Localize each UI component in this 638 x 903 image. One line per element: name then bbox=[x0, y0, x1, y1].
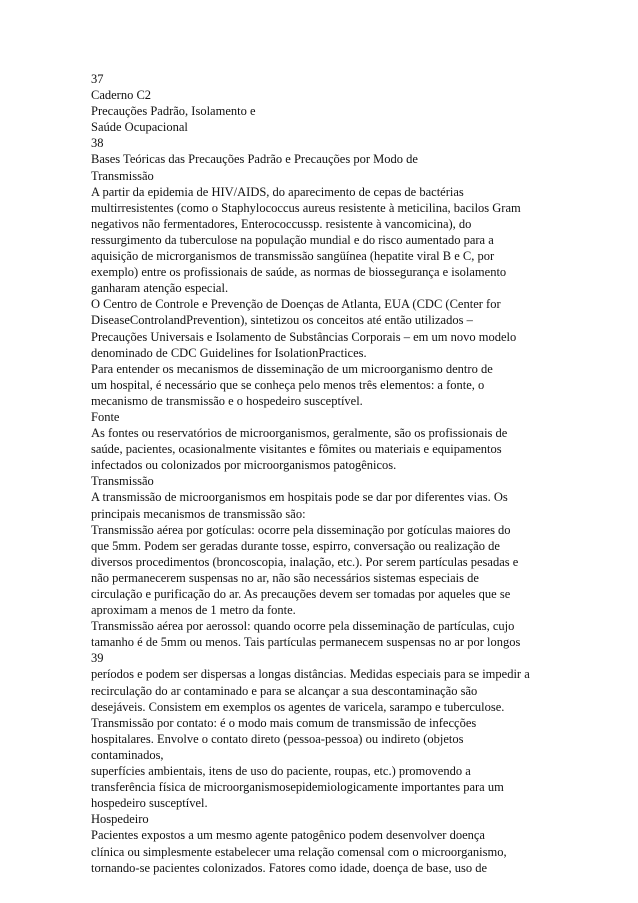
text-line: que 5mm. Podem ser geradas durante tosse, espirro, conversação ou realização de bbox=[91, 538, 500, 553]
text-line: 39 bbox=[91, 651, 104, 666]
text-line: saúde, pacientes, ocasionalmente visitantes e fômites ou materiais e equipamentos bbox=[91, 442, 502, 457]
text-line: Fonte bbox=[91, 409, 120, 424]
text-line: Transmissão por contato: é o modo mais comum de transmissão de infecções bbox=[91, 715, 477, 730]
text-line: desejáveis. Consistem em exemplos os agentes de varicela, sarampo e tuberculose. bbox=[91, 699, 505, 714]
text-line: multirresistentes (como o Staphylococcus aureus resistente à meticilina, bacilos Gram bbox=[91, 200, 521, 215]
text-line: tornando-se pacientes colonizados. Fatores como idade, doença de base, uso de bbox=[91, 860, 488, 875]
text-line: denominado de CDC Guidelines for IsolationPractices. bbox=[91, 345, 367, 360]
text-line: Transmissão bbox=[91, 474, 154, 489]
text-line: principais mecanismos de transmissão são: bbox=[91, 506, 306, 521]
text-line: aproximam a menos de 1 metro da fonte. bbox=[91, 603, 296, 618]
text-line: Pacientes expostos a um mesmo agente patogênico podem desenvolver doença bbox=[91, 828, 485, 843]
text-line: Bases Teóricas das Precauções Padrão e Precauções por Modo de bbox=[91, 152, 418, 167]
text-line: períodos e podem ser dispersas a longas distâncias. Medidas especiais para se impedir a bbox=[91, 667, 530, 682]
text-line: O Centro de Controle e Prevenção de Doenças de Atlanta, EUA (CDC (Center for bbox=[91, 297, 501, 312]
text-line: Transmissão bbox=[91, 168, 154, 183]
text-line: Transmissão aérea por gotículas: ocorre pela disseminação por gotículas maiores do bbox=[91, 522, 511, 537]
text-line: DiseaseControlandPrevention), sintetizou os conceitos até então utilizados – bbox=[91, 313, 473, 328]
text-line: Saúde Ocupacional bbox=[91, 120, 188, 135]
document-page bbox=[91, 71, 601, 876]
text-line: transferência física de microorganismosepidemiologicamente importantes para um bbox=[91, 780, 504, 795]
text-line: Precauções Universais e Isolamento de Substâncias Corporais – em um novo modelo bbox=[91, 329, 517, 344]
text-line: ganharam atenção especial. bbox=[91, 281, 229, 296]
text-line: Transmissão aérea por aerossol: quando ocorre pela disseminação de partículas, cujo bbox=[91, 619, 515, 634]
text-line: superfícies ambientais, itens de uso do paciente, roupas, etc.) promovendo a bbox=[91, 764, 471, 779]
text-line: tamanho é de 5mm ou menos. Tais partículas permanecem suspensas no ar por longos bbox=[91, 635, 521, 650]
text-line: negativos não fermentadores, Enterococcussp. resistente à vancomicina), do bbox=[91, 216, 472, 231]
text-line: clínica ou simplesmente estabelecer uma relação comensal com o microorganismo, bbox=[91, 844, 507, 859]
text-line: um hospital, é necessário que se conheça pelo menos três elementos: a fonte, o bbox=[91, 377, 485, 392]
text-line: infectados ou colonizados por microorganismos patogênicos. bbox=[91, 458, 397, 473]
text-line: As fontes ou reservatórios de microorganismos, geralmente, são os profissionais de bbox=[91, 426, 508, 441]
text-line: Para entender os mecanismos de disseminação de um microorganismo dentro de bbox=[91, 361, 493, 376]
text-line: Caderno C2 bbox=[91, 88, 152, 103]
text-line: hospitalares. Envolve o contato direto (pessoa-pessoa) ou indireto (objetos bbox=[91, 731, 464, 746]
text-line: diversos procedimentos (broncoscopia, inalação, etc.). Por serem partículas pesadas e bbox=[91, 554, 519, 569]
text-line: 38 bbox=[91, 136, 104, 151]
text-line: recirculação do ar contaminado e para se alcançar a sua descontaminação são bbox=[91, 683, 478, 698]
text-line: Hospedeiro bbox=[91, 812, 149, 827]
text-line: mecanismo de transmissão e o hospedeiro susceptível. bbox=[91, 393, 363, 408]
text-line: aquisição de microrganismos de transmissão sangüínea (hepatite viral B e C, por bbox=[91, 249, 495, 264]
text-line: ressurgimento da tuberculose na população mundial e do risco aumentado para a bbox=[91, 232, 494, 247]
text-line: A partir da epidemia de HIV/AIDS, do aparecimento de cepas de bactérias bbox=[91, 184, 464, 199]
text-line: A transmissão de microorganismos em hospitais pode se dar por diferentes vias. Os bbox=[91, 490, 508, 505]
text-line: contaminados, bbox=[91, 747, 164, 762]
text-line: Precauções Padrão, Isolamento e bbox=[91, 104, 256, 119]
text-line: não permanecerem suspensas no ar, não são necessários sistemas especiais de bbox=[91, 570, 479, 585]
text-line: 37 bbox=[91, 72, 104, 86]
text-line: exemplo) entre os profissionais de saúde, as normas de biossegurança e isolamento bbox=[91, 265, 507, 280]
text-line: hospedeiro susceptível. bbox=[91, 796, 208, 811]
text-line: circulação e purificação do ar. As precauções devem ser tomadas por aqueles que se bbox=[91, 587, 511, 601]
